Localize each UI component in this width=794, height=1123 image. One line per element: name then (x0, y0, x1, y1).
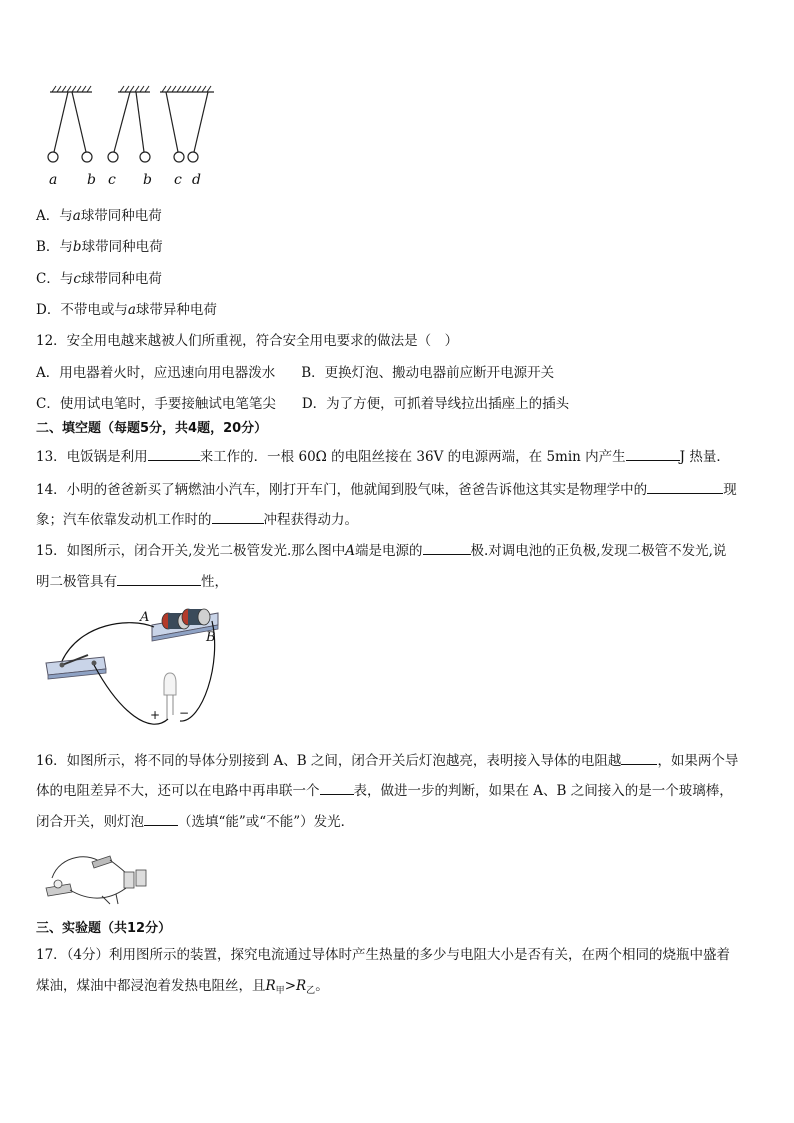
q14-blank-2[interactable] (212, 509, 264, 524)
q15-blank-1[interactable] (423, 540, 471, 555)
q16-blank-2[interactable] (320, 780, 354, 795)
q13-blank-2[interactable] (626, 446, 680, 461)
led-plus: + (150, 708, 161, 722)
q17-line-2: 煤油，煤油中都浸泡着发热电阻丝，且$R_甲>R_乙$。 (36, 978, 329, 996)
ball-label-a: a (49, 172, 58, 188)
q11-option-d: D．不带电或与a球带异种电荷 (36, 302, 217, 318)
ball-label-b2: b (143, 172, 152, 188)
ball-label-d: d (192, 172, 201, 188)
conductor-circuit-figure (40, 848, 160, 908)
q13-blank-1[interactable] (148, 446, 200, 461)
q14-line-1: 14．小明的爸爸新买了辆燃油小汽车，刚打开车门，他就闻到股气味，爸爸告诉他这其实是物理学中的 现 (36, 479, 737, 499)
q12-stem: 12．安全用电越来越被人们所重视，符合安全用电要求的做法是（ ） (36, 333, 459, 349)
ball-label-b1: b (87, 172, 96, 188)
q11-option-c: C．与c球带同种电荷 (36, 271, 162, 287)
ball-label-c1: c (108, 172, 116, 188)
q16-blank-3[interactable] (144, 811, 178, 826)
label-a: A (140, 610, 150, 625)
q16-line-3: 闭合开关，则灯泡 （选填“能”或“不能”）发光． (36, 811, 354, 831)
label-b: B (206, 630, 216, 645)
q11-option-b: B．与b球带同种电荷 (36, 239, 163, 255)
q12-option-d: D．为了方便，可抓着导线拉出插座上的插头 (301, 396, 570, 412)
section-3-heading: 三、实验题（共12分） (36, 921, 172, 936)
q14-line-2: 象；汽车依靠发动机工作时的 冲程获得动力。 (36, 509, 358, 529)
ball-label-c2: c (174, 172, 182, 188)
q17-line-1: 17．（4分）利用图所示的装置，探究电流通过导体时产生热量的多少与电阻大小是否有关，在两个相同的烧瓶中盛着 (36, 947, 731, 963)
pendulum-balls-figure (40, 84, 230, 194)
led-circuit-figure (40, 603, 230, 733)
q15-line-1: 15．如图所示，闭合开关,发光二极管发光.那么图中A端是电源的 极.对调电池的正负极,发现二极管不发光,说 (36, 540, 726, 560)
section-2-heading: 二、填空题（每题5分，共4题，20分） (36, 421, 268, 436)
q16-blank-1[interactable] (621, 750, 657, 765)
q12-option-c: C．使用试电笔时，手要接触试电笔笔尖 (36, 396, 276, 412)
q12-option-b: B．更换灯泡、搬动电器前应断开电源开关 (301, 365, 555, 381)
q16-line-2: 体的电阻差异不大，还可以在电路中再串联一个 表，做进一步的判断，如果在 A、B 之间接入的是一个玻璃棒， (36, 780, 733, 800)
q12-option-a: A．用电器着火时，应迅速向用电器泼水 (36, 365, 276, 381)
q11-option-a: A．与a球带同种电荷 (36, 208, 162, 224)
q16-line-1: 16．如图所示，将不同的导体分别接到 A、B 之间，闭合开关后灯泡越亮，表明接入导体的电阻越 ，如果两个导 (36, 750, 738, 770)
q12-options-cd (36, 395, 569, 413)
q15-blank-2[interactable] (117, 571, 201, 586)
led-minus: − (179, 706, 190, 720)
q14-blank-1[interactable] (647, 479, 723, 494)
q13: 13．电饭锅是利用 来工作的．一根 60Ω 的电阻丝接在 36V 的电源两端，在 5min 内产生 J 热量． (36, 446, 730, 466)
q12-options-ab (36, 364, 554, 382)
q15-line-2: 明二极管具有 性， (36, 571, 228, 591)
